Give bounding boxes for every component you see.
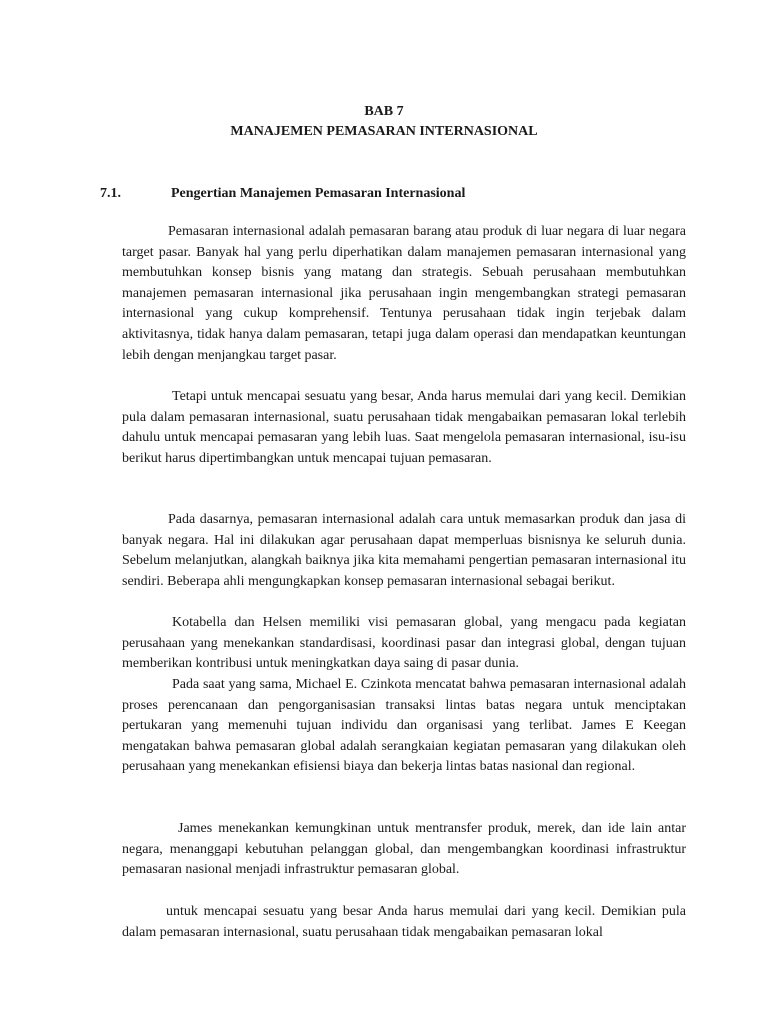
paragraph-2: Tetapi untuk mencapai sesuatu yang besar, Anda harus memulai dari yang kecil. Demikian pula dalam pemasaran internasional, suatu perusahaan tidak mengabaikan pemasaran lokal terlebih dahulu untuk mencapai pemasaran yang lebih luas. Saat mengelola pemasaran internasional, isu-isu berikut harus dipertimbangkan untuk mencapai tujuan pemasaran. [122, 389, 686, 466]
paragraph-7: untuk mencapai sesuatu yang besar Anda harus memulai dari yang kecil. Demikian pula dalam pemasaran internasional, suatu perusahaan tidak mengabaikan pemasaran lokal [122, 904, 686, 940]
paragraph-1: Pemasaran internasional adalah pemasaran barang atau produk di luar negara di luar negara target pasar. Banyak hal yang perlu diperhatikan dalam manajemen pemasaran internasional yang membutuhkan konsep bisnis yang matang dan strategis. Sebuah perusahaan membutuhkan manajemen pemasaran internasional jika perusahaan ingin mengembangkan strategi pemasaran internasional yang cukup komprehensif. Tentunya perusahaan tidak ingin terjebak dalam aktivitasnya, tidak hanya dalam pemasaran, tetapi juga dalam operasi dan mendapatkan keuntungan lebih dengan menjangkau target pasar. [122, 224, 686, 363]
paragraph-6: James menekankan kemungkinan untuk mentransfer produk, merek, dan ide lain antar negara, menanggapi kebutuhan pelanggan global, dan mengembangkan koordinasi infrastruktur pemasaran nasional menjadi infrastruktur pemasaran global. [122, 821, 686, 878]
section-number: 7.1. [100, 186, 121, 201]
paragraph-4: Kotabella dan Helsen memiliki visi pemasaran global, yang mengacu pada kegiatan perusahaan yang menekankan standardisasi, koordinasi pasar dan integrasi global, dengan tujuan memberikan kontribusi untuk meningkatkan daya saing di pasar dunia. [122, 615, 686, 672]
paragraph-5: Pada saat yang sama, Michael E. Czinkota mencatat bahwa pemasaran internasional adalah proses perencanaan dan pengorganisasian transaksi lintas batas negara untuk menciptakan pertukaran yang memenuhi tujuan individu dan organisasi yang terlibat. James E Keegan mengatakan bahwa pemasaran global adalah serangkaian kegiatan pemasaran yang dilakukan oleh perusahaan yang menekankan efisiensi biaya dan bekerja lintas batas nasional dan regional. [122, 677, 686, 775]
section-title: Pengertian Manajemen Pemasaran Internasional [171, 186, 466, 201]
paragraph-3: Pada dasarnya, pemasaran internasional adalah cara untuk memasarkan produk dan jasa di banyak negara. Hal ini dilakukan agar perusahaan dapat memperluas bisnisnya ke seluruh dunia. Sebelum melanjutkan, alangkah baiknya jika kita memahami pengertian pemasaran internasional itu sendiri. Beberapa ahli mengungkapkan konsep pemasaran internasional sebagai berikut. [122, 512, 686, 589]
chapter-title: MANAJEMEN PEMASARAN INTERNASIONAL [230, 124, 538, 139]
chapter-number: BAB 7 [364, 104, 404, 119]
